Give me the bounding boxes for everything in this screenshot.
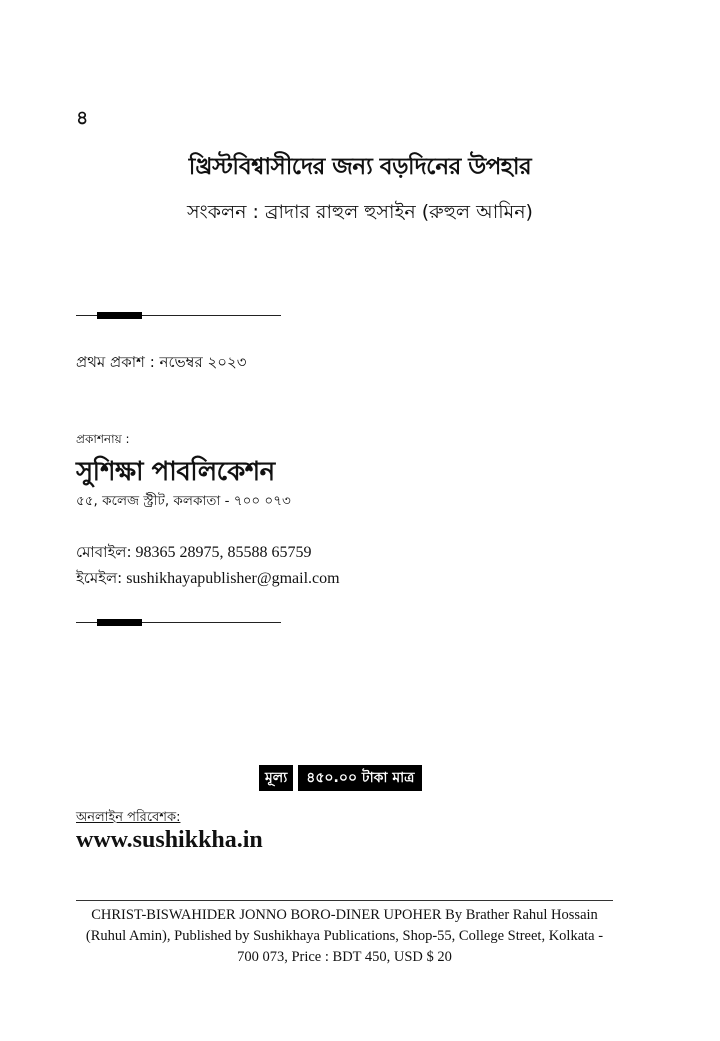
phone-numbers: 98365 28975, 85588 65759 [135, 544, 312, 561]
price-label: মূল্য [265, 770, 288, 786]
email-address: sushikhayapublisher@gmail.com [126, 570, 340, 587]
imprint-text: CHRIST-BISWAHIDER JONNO BORO-DINER UPOHER By Brather Rahul Hossain (Ruhul Amin), Published by Sushikhaya Publications, Shop-55, College Street, Kolkata - 700 073, Price : BDT 450, USD $ 20 [85, 907, 604, 965]
publisher-address: ৫৫, কলেজ স্ট্রীট, কলকাতা - ৭০০ ০৭৩ [76, 493, 291, 509]
first-publication-date: প্রথম প্রকাশ : নভেম্বর ২০২৩ [76, 353, 247, 371]
section-divider [76, 315, 281, 316]
phone-label: মোবাইল: [76, 543, 132, 561]
email-line [76, 567, 340, 592]
publisher-name: সুশিক্ষা পাবলিকেশন [76, 457, 275, 487]
price-box [259, 765, 422, 791]
email-label: ইমেইল: [76, 569, 123, 587]
book-title: খ্রিস্টবিশ্বাসীদের জন্য বড়দিনের উপহার [188, 154, 532, 180]
imprint-divider [76, 900, 613, 901]
phone-line [76, 541, 312, 566]
compiler-credit: সংকলন : ব্রাদার রাহুল হুসাইন (রুহুল আমিন) [187, 201, 533, 223]
website-link[interactable]: www.sushikkha.in [76, 827, 263, 853]
online-distributor-label: অনলাইন পরিবেশক: [76, 810, 181, 825]
price-value: ৪৫০.০০ টাকা মাত্র [306, 770, 415, 786]
section-divider [76, 622, 281, 623]
page-number: ৪ [76, 107, 89, 129]
publisher-label: প্রকাশনায় : [76, 432, 130, 446]
